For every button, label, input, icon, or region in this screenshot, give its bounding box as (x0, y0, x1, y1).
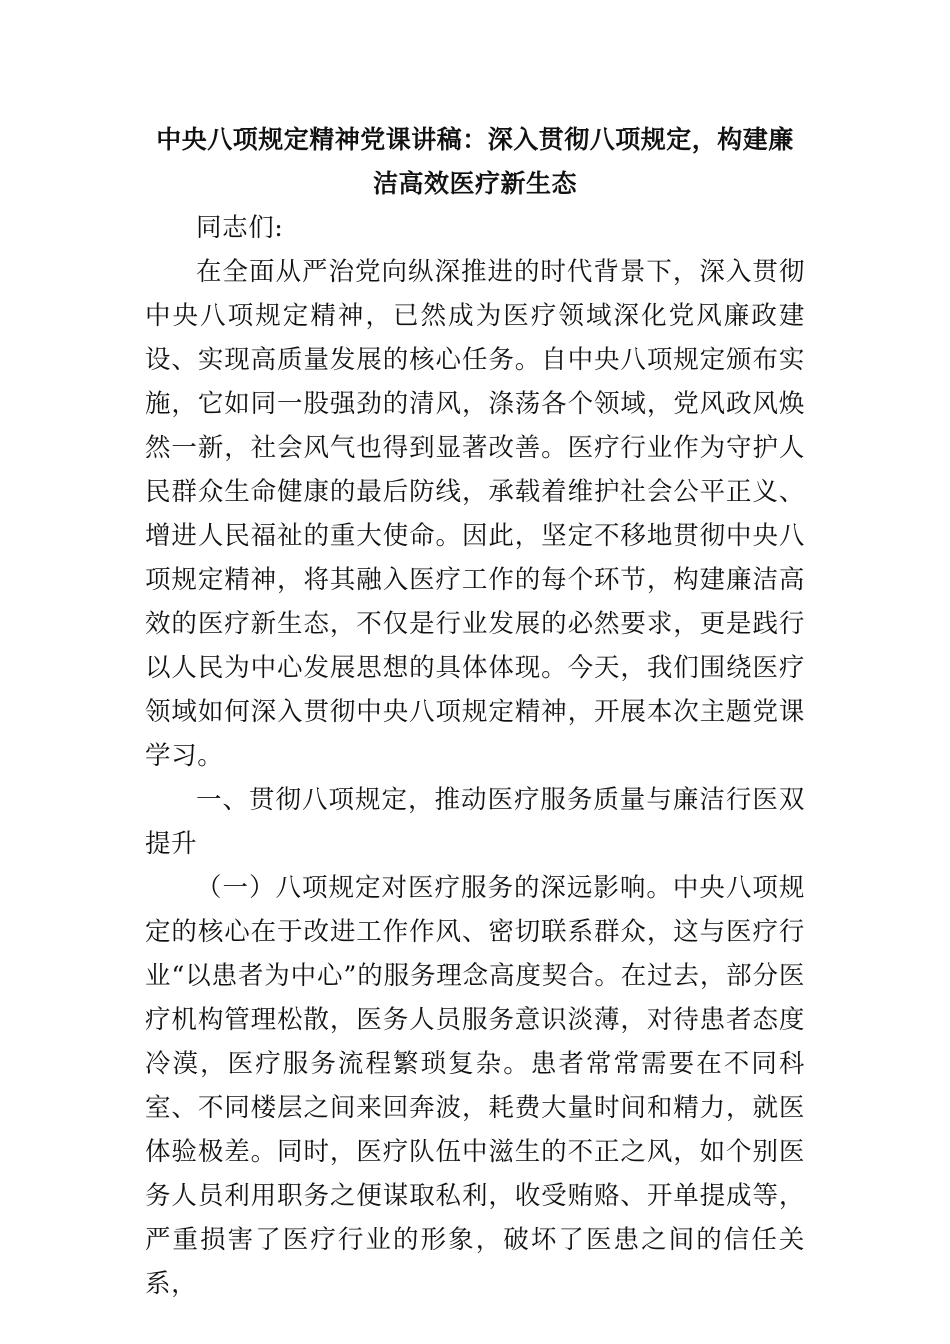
intro-paragraph: 在全面从严治党向纵深推进的时代背景下，深入贯彻中央八项规定精神，已然成为医疗领域深化党风廉政建设、实现高质量发展的核心任务。自中央八项规定颁布实施，它如同一股强劲的清风，涤荡各个领域，党风政风焕然一新，社会风气也得到显著改善。医疗行业作为守护人民群众生命健康的最后防线，承载着维护社会公平正义、增进人民福祉的重大使命。因此，坚定不移地贯彻中央八项规定精神，将其融入医疗工作的每个环节，构建廉洁高效的医疗新生态，不仅是行业发展的必然要求，更是践行以人民为中心发展思想的具体体现。今天，我们围绕医疗领域如何深入贯彻中央八项规定精神，开展本次主题党课学习。 (145, 257, 805, 771)
document-page (145, 118, 805, 1306)
section-heading: 一、贯彻八项规定，推动医疗服务质量与廉洁行医双提升 (145, 785, 805, 859)
document-title: 中央八项规定精神党课讲稿：深入贯彻八项规定，构建廉洁高效医疗新生态 (156, 125, 794, 198)
salutation: 同志们: (196, 213, 284, 243)
body-paragraph: （一）八项规定对医疗服务的深远影响。中央八项规定的核心在于改进工作作风、密切联系群众，这与医疗行业“以患者为中心”的服务理念高度契合。在过去，部分医疗机构管理松散，医务人员服务意识淡薄，对待患者态度冷漠，医疗服务流程繁琐复杂。患者常常需要在不同科室、不同楼层之间来回奔波，耗费大量时间和精力，就医体验极差。同时，医疗队伍中滋生的不正之风，如个别医务人员利用职务之便谋取私利，收受贿赂、开单提成等，严重损害了医疗行业的形象，破坏了医患之间的信任关系， (145, 873, 805, 1299)
